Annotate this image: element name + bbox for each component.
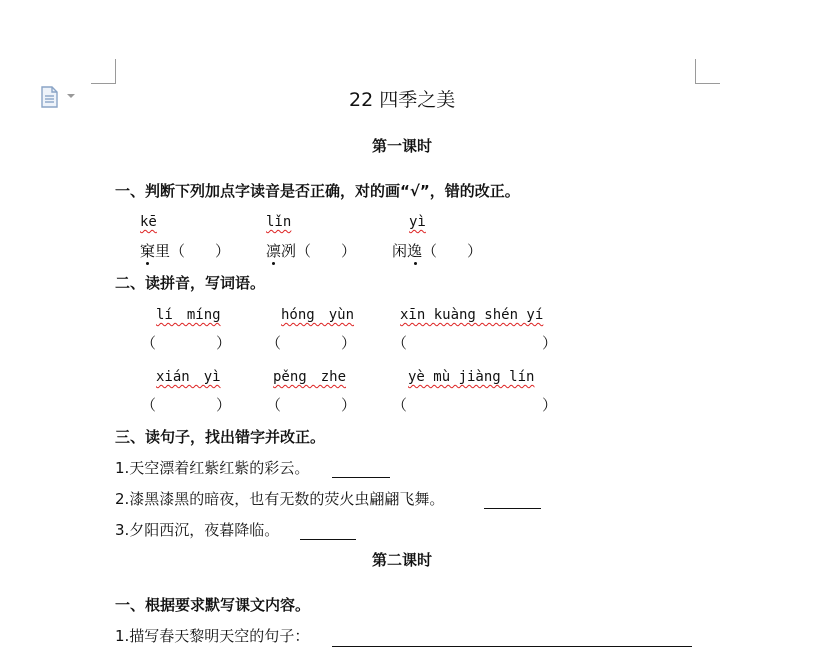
pinyin-yi: yì: [409, 214, 426, 230]
word-xianyi: 闲逸（ ）: [392, 242, 483, 260]
sentence-1: 1.天空漂着红紫红紫的彩云。: [115, 459, 310, 477]
emphasis-dot: [414, 262, 417, 265]
word-keli: 窠里（ ）: [140, 242, 231, 260]
answer-blank[interactable]: （ ）: [266, 396, 357, 414]
answer-line[interactable]: [300, 538, 356, 540]
word-linlie: 凛冽（ ）: [266, 242, 357, 260]
emphasis-dot: [146, 262, 149, 265]
answer-line[interactable]: [484, 507, 541, 509]
emphasis-dot: [272, 262, 275, 265]
lesson-two-heading: 第二课时: [372, 551, 433, 569]
answer-blank[interactable]: （ ）: [141, 396, 232, 414]
pinyin-yemujianglin: yè mù jiàng lín: [408, 369, 535, 385]
pinyin-pengzhe: pěng zhe: [273, 369, 347, 385]
recite-item-1: 1.描写春天黎明天空的句子：: [115, 627, 310, 645]
pinyin-liming: lí míng: [156, 307, 221, 323]
pinyin-hongyun: hóng yùn: [281, 307, 355, 323]
page-title: 22 四季之美: [349, 89, 456, 111]
sentence-3: 3.夕阳西沉，夜暮降临。: [115, 521, 280, 539]
answer-blank[interactable]: （ ）: [392, 396, 558, 414]
pinyin-xianyi: xián yì: [156, 369, 221, 385]
pinyin-xinkuangshenyi: xīn kuàng shén yí: [400, 307, 544, 323]
answer-line[interactable]: [332, 476, 390, 478]
pinyin-lin: lǐn: [266, 214, 292, 230]
answer-line[interactable]: [332, 645, 692, 647]
lesson-one-heading: 第一课时: [372, 137, 433, 155]
pinyin-ke: kē: [140, 214, 157, 230]
document-icon[interactable]: [40, 86, 60, 108]
answer-blank[interactable]: （ ）: [141, 334, 232, 352]
section-two-heading: 二、读拼音，写词语。: [115, 274, 266, 292]
answer-blank[interactable]: （ ）: [266, 334, 357, 352]
sentence-2: 2.漆黑漆黑的暗夜，也有无数的荧火虫翩翩飞舞。: [115, 490, 445, 508]
section-three-heading: 三、读句子，找出错字并改正。: [115, 428, 326, 446]
chevron-down-icon[interactable]: [66, 92, 76, 100]
answer-blank[interactable]: （ ）: [392, 334, 558, 352]
section-four-heading: 一、根据要求默写课文内容。: [115, 596, 311, 614]
page-corner-mark-left: [91, 59, 116, 84]
section-one-heading: 一、判断下列加点字读音是否正确，对的画“√”，错的改正。: [115, 182, 520, 200]
page-corner-mark-right: [695, 59, 720, 84]
